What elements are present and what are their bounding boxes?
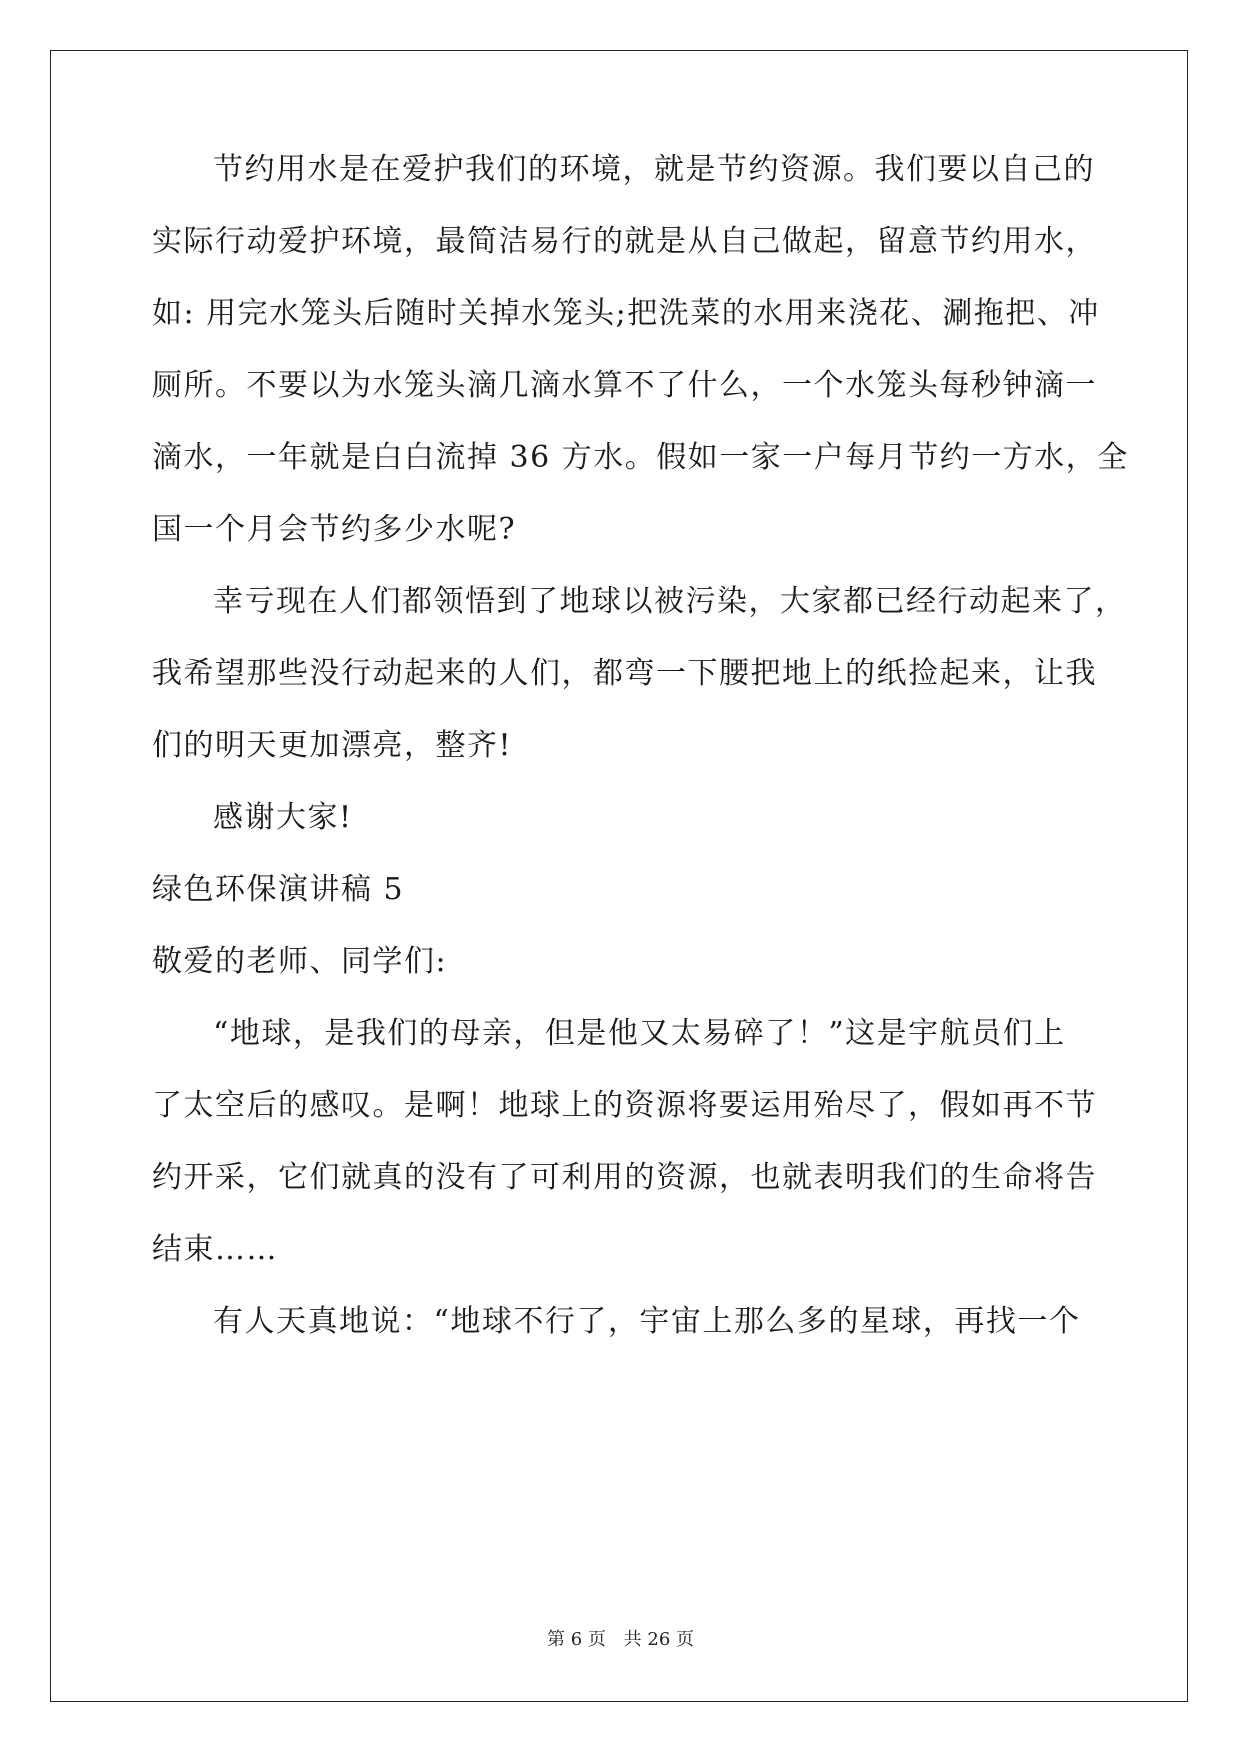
page-total: 共 26 页 bbox=[623, 1629, 694, 1650]
body-line-1: 节约用水是在爱护我们的环境，就是节约资源。我们要以自己的 bbox=[213, 152, 1095, 187]
page-footer bbox=[0, 1628, 1241, 1652]
body-line-9: 们的明天更加漂亮，整齐! bbox=[152, 728, 513, 763]
page-number: 第 6 页 bbox=[547, 1629, 606, 1650]
body-line-10: 感谢大家! bbox=[213, 800, 353, 835]
body-line-3: 如: 用完水笼头后随时关掉水笼头;把洗菜的水用来浇花、涮拖把、冲 bbox=[152, 296, 1100, 331]
body-line-16: 结束…… bbox=[152, 1232, 278, 1267]
body-line-14: 了太空后的感叹。是啊！地球上的资源将要运用殆尽了，假如再不节 bbox=[152, 1088, 1097, 1123]
body-line-7: 幸亏现在人们都领悟到了地球以被污染，大家都已经行动起来了， bbox=[213, 584, 1127, 619]
salutation: 敬爱的老师、同学们: bbox=[152, 944, 448, 979]
body-line-13: “地球，是我们的母亲，但是他又太易碎了！”这是宇航员们上 bbox=[213, 1016, 1066, 1051]
body-line-2: 实际行动爱护环境，最简洁易行的就是从自己做起，留意节约用水， bbox=[152, 224, 1097, 259]
section-heading: 绿色环保演讲稿 5 bbox=[152, 872, 405, 907]
body-line-8: 我希望那些没行动起来的人们，都弯一下腰把地上的纸捡起来，让我 bbox=[152, 656, 1097, 691]
body-line-4: 厕所。不要以为水笼头滴几滴水算不了什么，一个水笼头每秒钟滴一 bbox=[152, 368, 1097, 403]
body-line-17: 有人天真地说：“地球不行了，宇宙上那么多的星球，再找一个 bbox=[213, 1304, 1081, 1339]
body-line-5: 滴水，一年就是白白流掉 36 方水。假如一家一户每月节约一方水，全 bbox=[152, 440, 1129, 475]
body-line-6: 国一个月会节约多少水呢? bbox=[152, 512, 517, 547]
body-line-15: 约开采，它们就真的没有了可利用的资源，也就表明我们的生命将告 bbox=[152, 1160, 1097, 1195]
